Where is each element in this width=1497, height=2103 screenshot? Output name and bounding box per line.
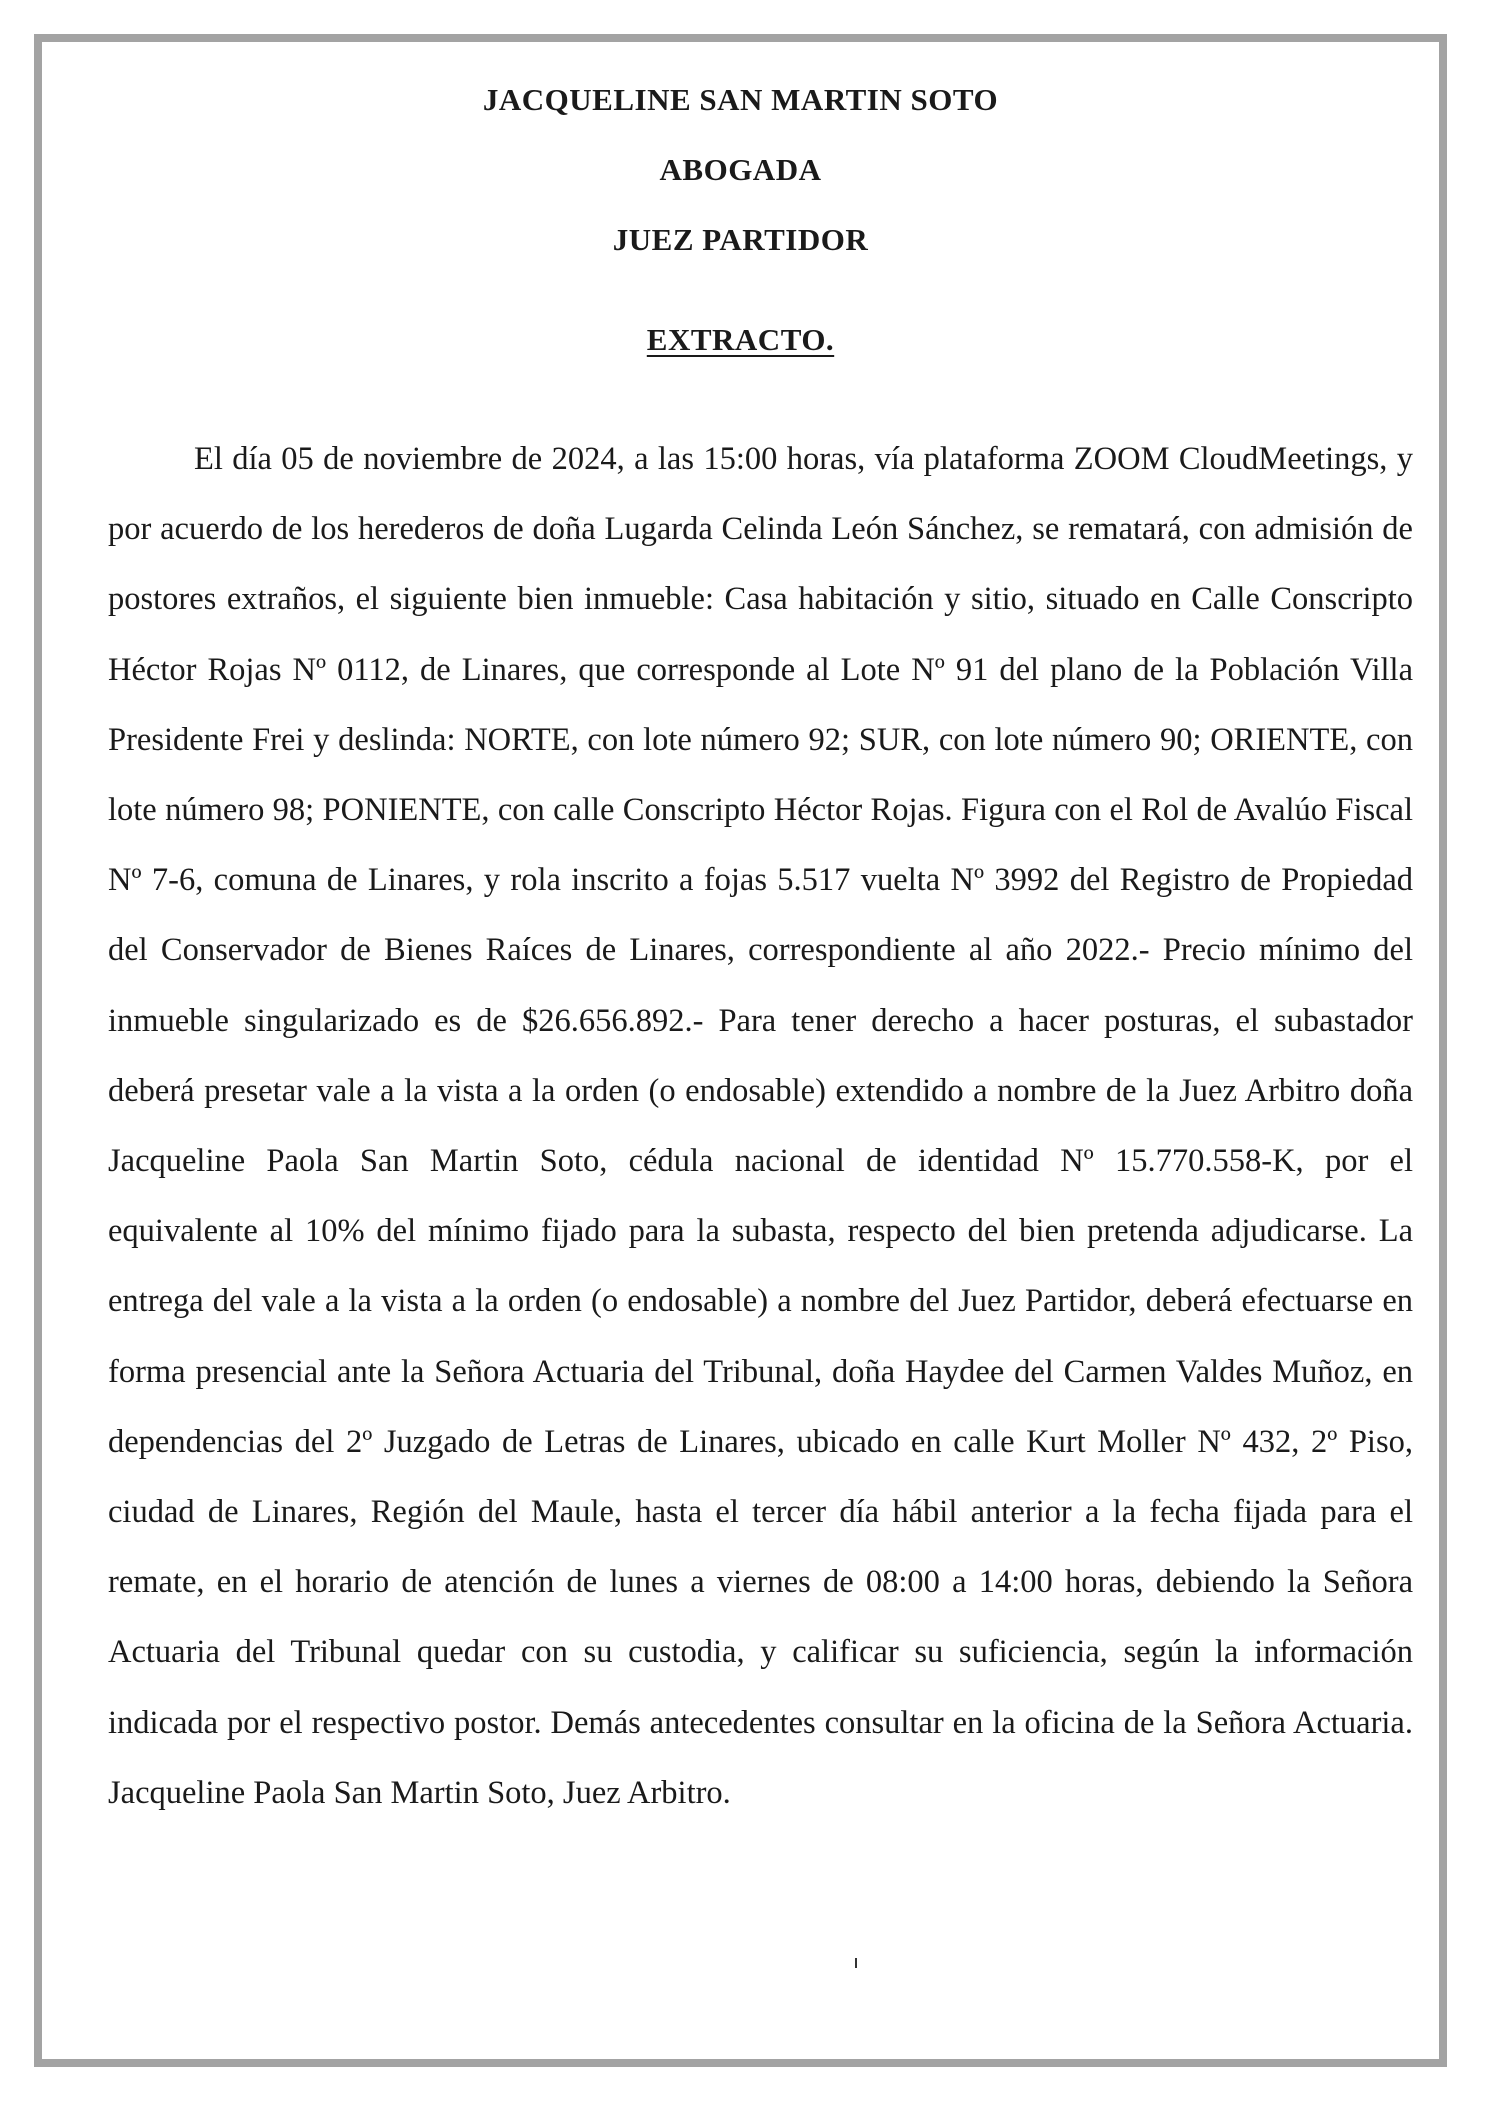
- document-title: EXTRACTO.: [646, 322, 835, 357]
- author-profession: ABOGADA: [659, 152, 822, 187]
- author-role: JUEZ PARTIDOR: [612, 222, 869, 257]
- author-name: JACQUELINE SAN MARTIN SOTO: [482, 82, 999, 117]
- document-body: El día 05 de noviembre de 2024, a las 15:00 horas, vía plataforma ZOOM CloudMeetings, y por acuerdo de los herederos de doña Lugarda Celinda León Sánchez, se rematará, con admisión de postores extraños, el siguiente bien inmueble: Casa habitación y sitio, situado en Calle Conscripto Héctor Rojas Nº 0112, de Linares, que corresponde al Lote Nº 91 del plano de la Población Villa Presidente Frei y deslinda: NORTE, con lote número 92; SUR, con lote número 90; ORIENTE, con lote número 98; PONIENTE, con calle Conscripto Héctor Rojas. Figura con el Rol de Avalúo Fiscal Nº 7-6, comuna de Linares, y rola inscrito a fojas 5.517 vuelta Nº 3992 del Registro de Propiedad del Conservador de Bienes Raíces de Linares, correspondiente al año 2022.- Precio mínimo del inmueble singularizado es de $26.656.892.- Para tener derecho a hacer posturas, el subastador deberá presetar vale a la vista a la orden (o endosable) extendido a nombre de la Juez Arbitro doña Jacqueline Paola San Martin Soto, cédula nacional de identidad Nº 15.770.558-K, por el equivalente al 10% del mínimo fijado para la subasta, respecto del bien pretenda adjudicarse. La entrega del vale a la vista a la orden (o endosable) a nombre del Juez Partidor, deberá efectuarse en forma presencial ante la Señora Actuaria del Tribunal, doña Haydee del Carmen Valdes Muñoz, en dependencias del 2º Juzgado de Letras de Linares, ubicado en calle Kurt Moller Nº 432, 2º Piso, ciudad de Linares, Región del Maule, hasta el tercer día hábil anterior a la fecha fijada para el remate, en el horario de atención de lunes a viernes de 08:00 a 14:00 horas, debiendo la Señora Actuaria del Tribunal quedar con su custodia, y calificar su suficiencia, según la información indicada por el respectivo postor. Demás antecedentes consultar en la oficina de la Señora Actuaria. Jacqueline Paola San Martin Soto, Juez Arbitro.: [108, 441, 1413, 1811]
- scan-mark: [855, 1958, 857, 1968]
- page-frame: [34, 34, 1447, 2067]
